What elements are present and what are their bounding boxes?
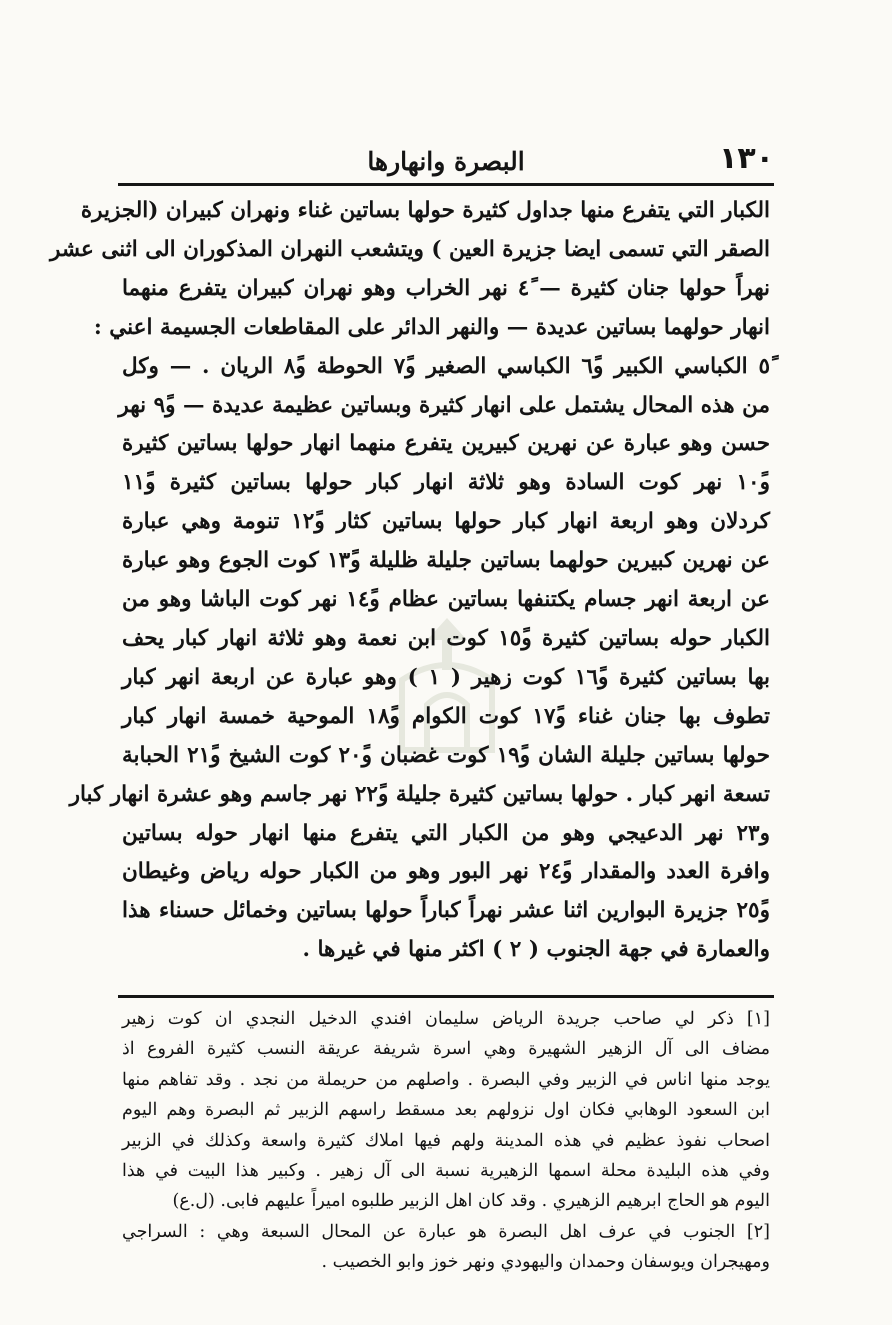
text-line: الكبار حوله بساتين كثيرة و١٥ً كوت ابن نعمة وهو ثلاثة انهار كبار يحف — [122, 625, 771, 651]
page-number: ١٣٠ — [719, 141, 774, 176]
text-line: وافرة العدد والمقدار و٢٤ً نهر البور وهو من الكبار حوله رياض وغيطان — [122, 859, 770, 885]
header-rule — [118, 183, 774, 186]
footnote-line: مضاف الى آل الزهير الشهيرة وهي اسرة شريفة عريقة النسب كثيرة الفروع اذ — [122, 1039, 770, 1060]
footnotes — [122, 1004, 770, 1278]
text-line: حسن وهو عبارة عن نهرين كبيرين يتفرع منهما انهار حولها بساتين كثيرة — [122, 431, 770, 457]
footnote-line: اصحاب نفوذ عظيم في هذه المدينة ولهم فيها املاك كثيرة واسعة وكذلك في الزبير — [122, 1130, 770, 1151]
footnote-line: ابن السعود الوهابي فكان اول نزولهم بعد مسقط راسهم الزبير ثم البصرة وهم اليوم — [122, 1100, 770, 1121]
text-line: انهار حولهما بساتين عديدة — والنهر الدائر على المقاطعات الجسيمة اعني : — [93, 314, 770, 340]
text-line: تسعة انهر كبار . حولها بساتين كثيرة جليلة و٢٢ً نهر جاسم وهو عشرة انهار كبار — [69, 781, 770, 807]
text-line: والعمارة في جهة الجنوب ( ٢ ) اكثر منها في غيرها . — [302, 937, 770, 963]
text-line: و١٠ً نهر كوت السادة وهو ثلاثة انهار كبار حولها بساتين كثيرة و١١ً — [122, 470, 770, 496]
page-header — [118, 138, 774, 182]
text-line: عن نهرين كبيرين حولهما بساتين جليلة ظليلة و١٣ً كوت الجوع وهو عبارة — [122, 548, 770, 574]
text-line: كردلان وهو اربعة انهار كبار حولها بساتين كثار و١٢ً تنومة وهي عبارة — [122, 509, 770, 535]
text-line: و٢٥ً جزيرة البوارين اثنا عشر نهراً كباراً حولها بساتين وخمائل حسناء هذا — [122, 898, 770, 924]
footnote-line: [١] ذكر لي صاحب جريدة الرياض سليمان افندي الدخيل النجدي ان كوت زهير — [122, 1009, 770, 1029]
main-text — [50, 192, 771, 970]
text-line: تطوف بها جنان غناء و١٧ً كوت الكوام و١٨ً الموحية خمسة انهار كبار — [122, 703, 770, 729]
text-line: عن اربعة انهر جسام يكتنفها بساتين عظام و١٤ً نهر كوت الباشا وهو من — [122, 587, 771, 613]
running-title: البصرة وانهارها — [367, 147, 525, 176]
footnote-line: وفي هذه البليدة محلة اسمها الزهيرية نسبة الى آل زهير . وكبير هذا البيت في هذا — [122, 1161, 770, 1182]
text-line: نهراً حولها جنان كثيرة — ٤ً نهر الخراب وهو نهران كبيران يتفرع منهما — [122, 275, 770, 301]
footnote-line: اليوم هو الحاج ابرهيم الزهيري . وقد كان اهل الزبير طلبوه اميراً عليهم فابى. (ل.ع) — [172, 1191, 770, 1212]
footnote-line: يوجد منها اناس في الزبير وفي البصرة . واصلهم من حريملة من نجد . وقد تفاهم منها — [122, 1069, 770, 1090]
footnote-rule — [118, 995, 774, 998]
footnote-line: ومهيجران ويوسفان وحمدان واليهودي ونهر خوز وابو الخصيب . — [321, 1252, 770, 1273]
text-line: حولها بساتين جليلة الشان و١٩ً كوت غضبان و٢٠ً كوت الشيخ و٢١ً الحبابة — [122, 742, 771, 768]
text-line: الكبار التي يتفرع منها جداول كثيرة حولها بساتين غناء ونهران كبيران (الجزيرة — [80, 198, 770, 223]
text-line: ٥ً الكباسي الكبير و٦ً الكباسي الصغير و٧ً الحوطة و٨ً الريان . — وكل — [122, 353, 770, 379]
text-line: و٢٣ نهر الدعيجي وهو من الكبار التي يتفرع منها انهار حوله بساتين — [122, 820, 770, 846]
text-line: من هذه المحال يشتمل على انهار كثيرة وبساتين عظيمة عديدة — و٩ً نهر — [118, 392, 770, 418]
text-line: الصقر التي تسمى ايضا جزيرة العين ) ويتشعب النهران المذكوران الى اثنى عشر — [50, 236, 770, 262]
footnote-line: [٢] الجنوب في عرف اهل البصرة هو عبارة عن المحال السبعة وهي : السراجي — [122, 1221, 770, 1242]
text-line: بها بساتين كثيرة و١٦ً كوت زهير ( ١ ) وهو عبارة عن اربعة انهر كبار — [122, 664, 770, 690]
